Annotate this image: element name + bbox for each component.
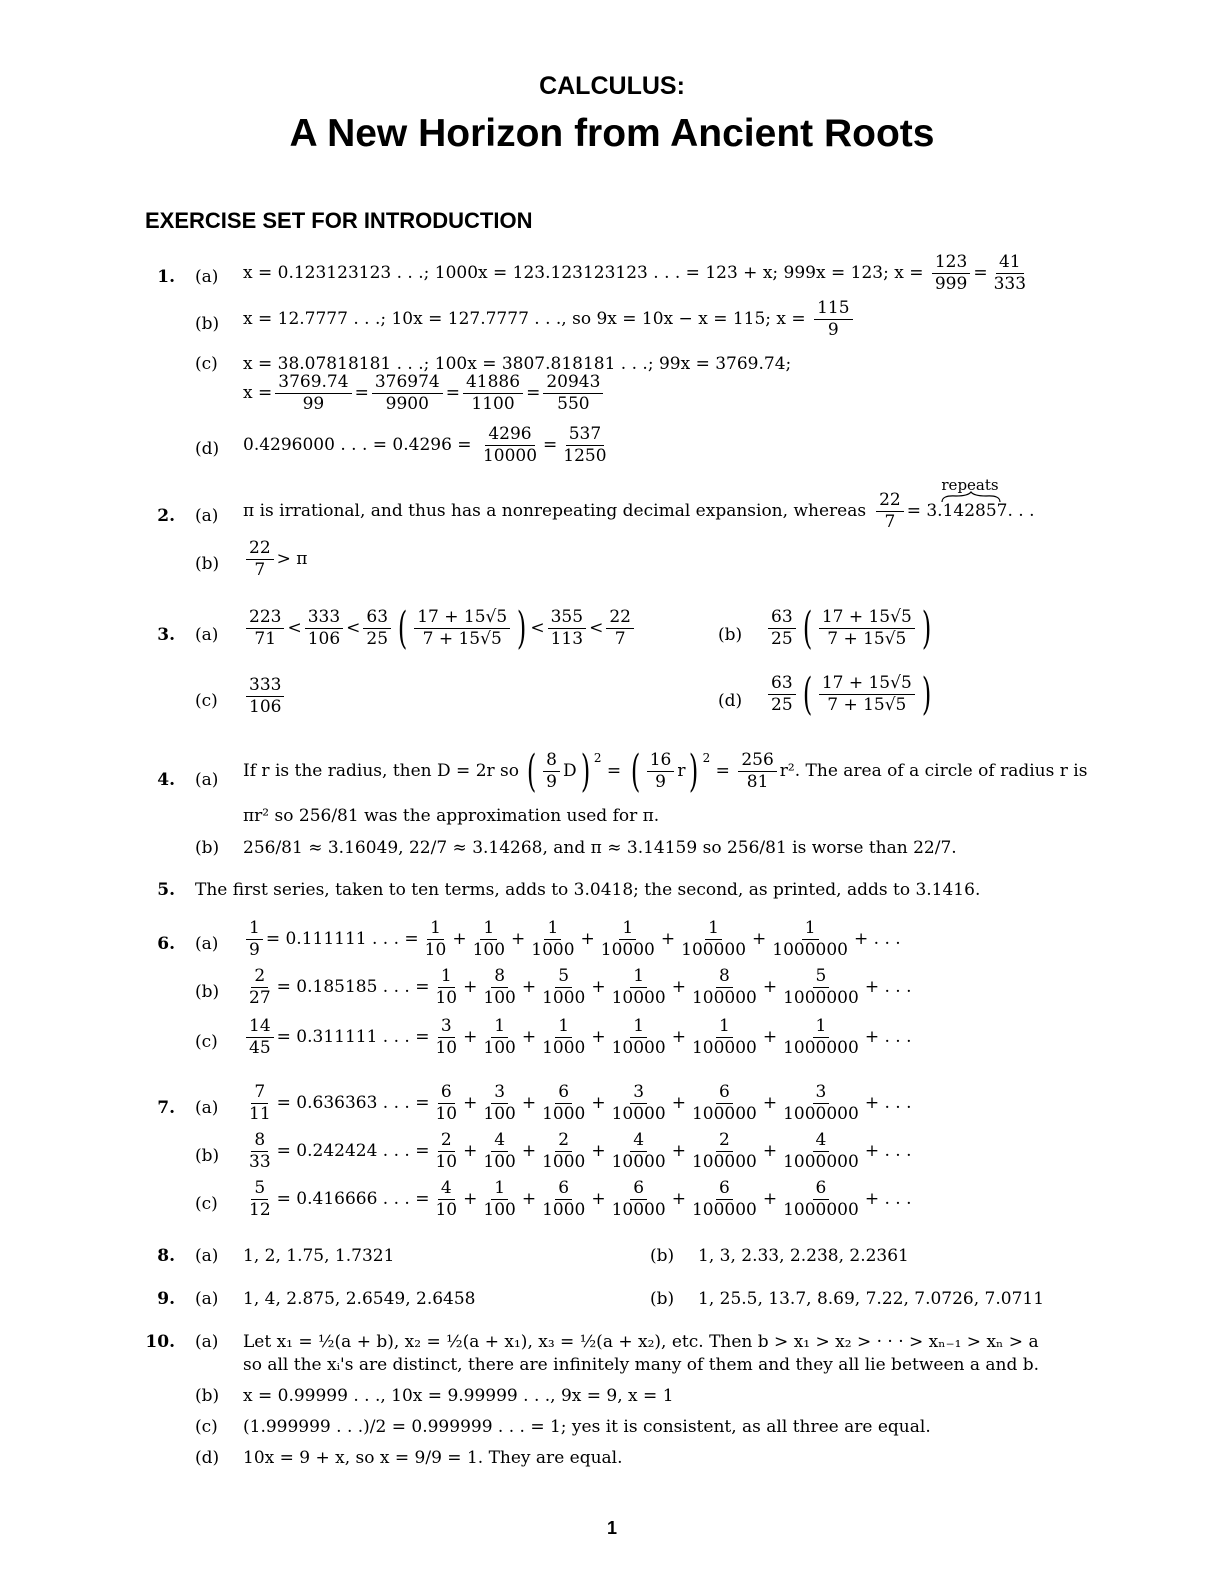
- right-paren-icon: ): [689, 745, 699, 797]
- fraction: $\frac{115}{9}$: [814, 300, 852, 339]
- left-paren-icon: (: [802, 602, 812, 654]
- fraction: $\frac{1}{10000}$: [611, 1016, 666, 1058]
- fraction: $\frac{20943}{550}$: [543, 374, 603, 413]
- ex1-a-text: x = 0.123123123 . . .; 1000x = 123.123123123 . . . = 123 + x; 999x = 123; x =: [243, 263, 929, 283]
- exercise-number: 2.: [157, 506, 175, 526]
- exercise-number: 7.: [157, 1098, 175, 1118]
- exercise-number: 1.: [157, 267, 175, 287]
- fraction: $\frac{17 + 15√5}{7 + 15√5}$: [819, 675, 915, 714]
- part-label: (b): [718, 625, 743, 645]
- fraction: $\frac{8}{33}$: [249, 1130, 271, 1172]
- fraction: $\frac{223}{71}$: [246, 609, 284, 648]
- fraction: $\frac{5}{1000000}$: [783, 966, 859, 1008]
- part-label: (c): [195, 1417, 218, 1437]
- fraction: $\frac{22}{7}$: [606, 609, 634, 648]
- fraction: $\frac{6}{1000}$: [542, 1178, 586, 1220]
- fraction: $\frac{1}{100000}$: [691, 1016, 757, 1058]
- fraction: $\frac{6}{100000}$: [691, 1082, 757, 1124]
- fraction: $\frac{1}{10000}$: [611, 966, 666, 1008]
- ex10-b-text: x = 0.99999 . . ., 10x = 9.99999 . . ., 9x = 9, x = 1: [243, 1386, 674, 1406]
- part-label: (b): [195, 982, 220, 1002]
- ex10-a-line2: so all the xᵢ's are distinct, there are infinitely many of them and they all lie between a and b.: [243, 1355, 1040, 1375]
- ex9-a-text: 1, 4, 2.875, 2.6549, 2.6458: [243, 1289, 476, 1309]
- fraction: $\frac{8}{9}$: [543, 752, 560, 791]
- left-paren-icon: (: [630, 745, 640, 797]
- part-label: (c): [195, 354, 218, 374]
- part-label: (a): [195, 1289, 219, 1309]
- ex5-text: The first series, taken to ten terms, adds to 3.0418; the second, as printed, adds to 3.1416.: [195, 880, 981, 900]
- fraction: $\frac{1}{10}$: [435, 966, 458, 1008]
- fraction: $\frac{6}{10000}$: [611, 1178, 666, 1220]
- part-label: (d): [195, 1448, 220, 1468]
- fraction: $\frac{333}{106}$: [246, 677, 284, 716]
- fraction: $\frac{1}{100}$: [472, 918, 506, 960]
- fraction: $\frac{5}{12}$: [249, 1178, 271, 1220]
- right-paren-icon: ): [517, 602, 527, 654]
- fraction: $\frac{2}{27}$: [249, 966, 271, 1008]
- ex1-a-line: x = 0.123123123 . . .; 1000x = 123.123123123 . . . = 123 + x; 999x = 123; x = $\frac{123}{999}$ = $\frac{41}{333}$: [243, 254, 1032, 293]
- fraction: $\frac{63}{25}$: [768, 609, 796, 648]
- ex6-series-row: $\frac{2}{27}$ = 0.185185 . . . = $\frac{1}{10}$ + $\frac{8}{100}$ + $\frac{5}{1000}$ + $\frac{1}{10000}$ + $\frac{8}{100000}$ + $\frac{5}{1000000}$ + . . .: [243, 968, 911, 1007]
- left-paren-icon: (: [802, 668, 812, 720]
- fraction: $\frac{8}{100}$: [483, 966, 516, 1008]
- part-label: (b): [195, 314, 220, 334]
- fraction: $\frac{6}{100000}$: [691, 1178, 757, 1220]
- fraction: $\frac{6}{1000}$: [542, 1082, 586, 1124]
- ex6-series-row: $\frac{1}{9}$ = 0.111111 . . . = $\frac{1}{10}$ + $\frac{1}{100}$ + $\frac{1}{1000}$ + $\frac{1}{10000}$ + $\frac{1}{100000}$ + $\frac{1}{1000000}$ + . . .: [243, 920, 901, 959]
- part-label: (a): [195, 1332, 219, 1352]
- repeats-annotation: repeats: [941, 476, 999, 494]
- part-label: (a): [195, 934, 219, 954]
- exercise-number: 4.: [157, 770, 175, 790]
- fraction: $\frac{8}{100000}$: [691, 966, 757, 1008]
- ex7-series-row: $\frac{5}{12}$ = 0.416666 . . . = $\frac{4}{10}$ + $\frac{1}{100}$ + $\frac{6}{1000}$ + $\frac{6}{10000}$ + $\frac{6}{100000}$ + $\frac{6}{1000000}$ + . . .: [243, 1180, 911, 1219]
- fraction: $\frac{63}{25}$: [363, 609, 391, 648]
- fraction: $\frac{1}{10}$: [424, 918, 447, 960]
- fraction: $\frac{17 + 15√5}{7 + 15√5}$: [819, 609, 915, 648]
- left-paren-icon: (: [397, 602, 408, 654]
- ex2-a-line: π is irrational, and thus has a nonrepeating decimal expansion, whereas $\frac{22}{7}$ = 3. 142857 . . .: [243, 490, 1035, 532]
- ex1-c-line2: x = $\frac{3769.74}{99}$ = $\frac{376974}{9900}$ = $\frac{41886}{1100}$ = $\frac{20943}{550}$: [243, 374, 606, 413]
- page-title: A New Horizon from Ancient Roots: [289, 112, 935, 155]
- part-label: (d): [195, 439, 220, 459]
- exercise-number: 6.: [157, 934, 175, 954]
- fraction: $\frac{41886}{1100}$: [463, 374, 523, 413]
- fraction: $\frac{16}{9}$: [647, 752, 675, 791]
- left-paren-icon: (: [526, 745, 537, 797]
- ex1-b-text: x = 12.7777 . . .; 10x = 127.7777 . . ., so 9x = 10x − x = 115; x =: [243, 309, 812, 329]
- exercise-number: 10.: [145, 1332, 175, 1352]
- fraction: $\frac{1}{1000000}$: [783, 1016, 859, 1058]
- ex1-d-line: 0.4296000 . . . = 0.4296 = $\frac{4296}{10000}$ = $\frac{537}{1250}$: [243, 426, 613, 465]
- part-label: (a): [195, 267, 219, 287]
- ex4-a-line: If r is the radius, then D = 2r so ( $\frac{8}{9}$ D ) $^2$ = ( $\frac{16}{9}$ r ) $^2$ = $\frac{256}{81}$ r². The area of a circle of radius r is: [243, 745, 1088, 797]
- part-label: (a): [195, 625, 219, 645]
- fraction: $\frac{2}{100000}$: [691, 1130, 757, 1172]
- fraction: $\frac{537}{1250}$: [563, 424, 607, 466]
- fraction: $\frac{1}{1000}$: [531, 918, 575, 960]
- section-title: EXERCISE SET FOR INTRODUCTION: [145, 208, 533, 233]
- fraction: $\frac{5}{1000}$: [542, 966, 586, 1008]
- fraction: $\frac{333}{106}$: [305, 609, 343, 648]
- fraction: $\frac{63}{25}$: [768, 675, 796, 714]
- fraction: $\frac{1}{100000}$: [681, 918, 747, 960]
- ex3-b-line: [765, 602, 935, 654]
- exercise-number: 8.: [157, 1246, 175, 1266]
- exercise-number: 9.: [157, 1289, 175, 1309]
- fraction: $\frac{2}{10}$: [435, 1130, 458, 1172]
- ex9-b-text: 1, 25.5, 13.7, 8.69, 7.22, 7.0726, 7.0711: [698, 1289, 1045, 1309]
- part-label: (c): [195, 1194, 218, 1214]
- fraction: $\frac{256}{81}$: [738, 752, 776, 791]
- fraction: $\frac{7}{11}$: [249, 1082, 271, 1124]
- ex6-series-row: $\frac{14}{45}$ = 0.311111 . . . = $\frac{3}{10}$ + $\frac{1}{100}$ + $\frac{1}{1000}$ + $\frac{1}{10000}$ + $\frac{1}{100000}$ + $\frac{1}{1000000}$ + . . .: [243, 1018, 911, 1057]
- fraction: $\frac{2}{1000}$: [542, 1130, 586, 1172]
- exercise-number: 5.: [157, 880, 175, 900]
- page-header: CALCULUS:: [539, 72, 685, 100]
- ex10-c-text: (1.999999 . . .)/2 = 0.999999 . . . = 1; yes it is consistent, as all three are equal.: [243, 1417, 931, 1437]
- right-paren-icon: ): [921, 602, 932, 654]
- part-label: (c): [195, 691, 218, 711]
- right-paren-icon: ): [921, 668, 932, 720]
- fraction: $\frac{355}{113}$: [548, 609, 586, 648]
- fraction: $\frac{4}{10000}$: [611, 1130, 666, 1172]
- fraction: $\frac{376974}{9900}$: [372, 374, 443, 413]
- fraction: $\frac{3}{100}$: [483, 1082, 516, 1124]
- fraction: $\frac{123}{999}$: [932, 254, 970, 293]
- fraction: $\frac{1}{1000000}$: [772, 918, 848, 960]
- part-label: (a): [195, 506, 219, 526]
- ex4-b-text: 256/81 ≈ 3.16049, 22/7 ≈ 3.14268, and π ≈ 3.14159 so 256/81 is worse than 22/7.: [243, 838, 957, 858]
- part-label: (b): [650, 1289, 675, 1309]
- fraction: $\frac{3}{10}$: [435, 1016, 458, 1058]
- fraction: $\frac{22}{7}$: [246, 540, 274, 579]
- fraction: $\frac{14}{45}$: [246, 1018, 274, 1057]
- fraction: $\frac{1}{100}$: [483, 1178, 516, 1220]
- fraction: $\frac{6}{1000000}$: [783, 1178, 859, 1220]
- ex3-a-line: $\frac{223}{71}$ < $\frac{333}{106}$ < $\frac{63}{25}$ ( $\frac{17 + 15√5}{7 + 15√5}$ ) < $\frac{355}{113}$ < $\frac{22}{7}$: [243, 609, 637, 648]
- ex3-c-line: [243, 677, 287, 716]
- fraction: $\frac{1}{9}$: [246, 920, 263, 959]
- fraction: $\frac{3}{10000}$: [611, 1082, 666, 1124]
- part-label: (b): [195, 838, 220, 858]
- ex4-a-line2: πr² so 256/81 was the approximation used for π.: [243, 806, 660, 826]
- fraction: $\frac{3769.74}{99}$: [275, 374, 351, 413]
- ex10-d-text: 10x = 9 + x, so x = 9/9 = 1. They are equal.: [243, 1448, 623, 1468]
- part-label: (d): [718, 691, 743, 711]
- ex1-b-line: [243, 300, 856, 339]
- ex7-series-row: $\frac{7}{11}$ = 0.636363 . . . = $\frac{6}{10}$ + $\frac{3}{100}$ + $\frac{6}{1000}$ + $\frac{3}{10000}$ + $\frac{6}{100000}$ + $\frac{3}{1000000}$ + . . .: [243, 1084, 911, 1123]
- ex1-c-text: x = 38.07818181 . . .; 100x = 3807.818181 . . .; 99x = 3769.74;: [243, 354, 792, 374]
- fraction: $\frac{22}{7}$: [876, 492, 904, 531]
- ex3-d-line: [765, 668, 935, 720]
- fraction: $\frac{4296}{10000}$: [482, 424, 538, 466]
- part-label: (a): [195, 1098, 219, 1118]
- fraction: $\frac{6}{10}$: [435, 1082, 458, 1124]
- fraction: $\frac{4}{1000000}$: [783, 1130, 859, 1172]
- ex8-a-text: 1, 2, 1.75, 1.7321: [243, 1246, 395, 1266]
- part-label: (b): [195, 1146, 220, 1166]
- fraction: $\frac{3}{1000000}$: [783, 1082, 859, 1124]
- fraction: $\frac{1}{100}$: [483, 1016, 516, 1058]
- fraction: $\frac{17 + 15√5}{7 + 15√5}$: [414, 609, 510, 648]
- part-label: (a): [195, 1246, 219, 1266]
- ex7-series-row: $\frac{8}{33}$ = 0.242424 . . . = $\frac{2}{10}$ + $\frac{4}{100}$ + $\frac{2}{1000}$ + $\frac{4}{10000}$ + $\frac{2}{100000}$ + $\frac{4}{1000000}$ + . . .: [243, 1132, 911, 1171]
- fraction: $\frac{41}{333}$: [993, 252, 1027, 294]
- right-paren-icon: ): [580, 745, 590, 797]
- fraction: $\frac{1}{10000}$: [600, 918, 655, 960]
- fraction: $\frac{4}{100}$: [483, 1130, 516, 1172]
- page-number: 1: [606, 1518, 617, 1538]
- part-label: (a): [195, 770, 219, 790]
- exercise-number: 3.: [157, 625, 175, 645]
- part-label: (b): [650, 1246, 675, 1266]
- ex8-b-text: 1, 3, 2.33, 2.238, 2.2361: [698, 1246, 909, 1266]
- ex10-a-line1: Let x₁ = ½(a + b), x₂ = ½(a + x₁), x₃ = ½(a + x₂), etc. Then b > x₁ > x₂ > · · · > xₙ₋₁ > xₙ > a: [243, 1332, 1039, 1352]
- ex2-b-line: $\frac{22}{7}$ > π: [243, 540, 307, 579]
- fraction: $\frac{1}{1000}$: [542, 1016, 586, 1058]
- part-label: (c): [195, 1032, 218, 1052]
- part-label: (b): [195, 554, 220, 574]
- part-label: (b): [195, 1386, 220, 1406]
- fraction: $\frac{4}{10}$: [435, 1178, 458, 1220]
